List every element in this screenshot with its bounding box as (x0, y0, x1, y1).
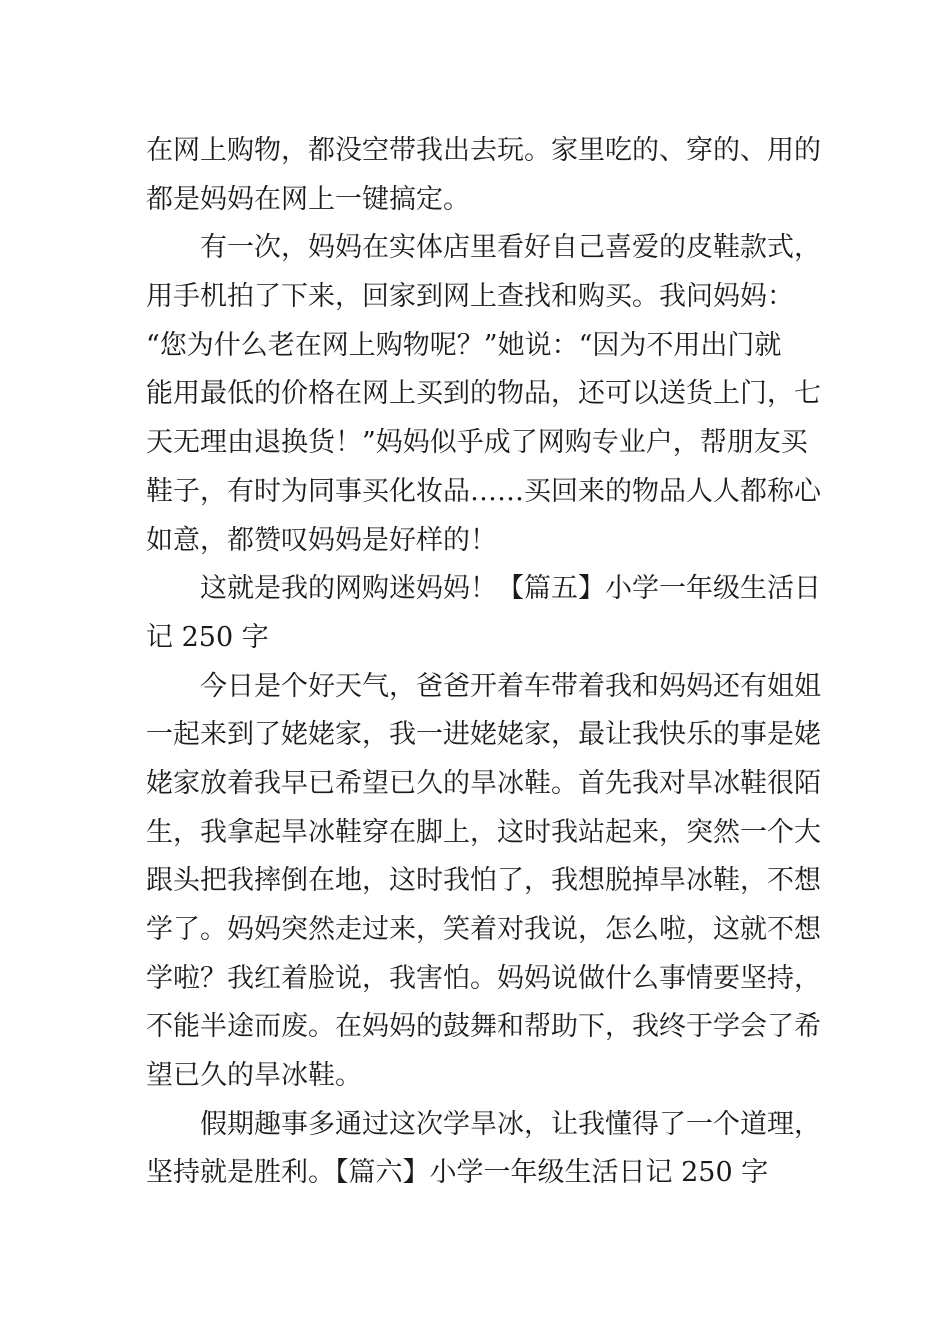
text-line: 生，我拿起旱冰鞋穿在脚上，这时我站起来，突然一个大 (146, 816, 821, 848)
text-line: 用手机拍了下来，回家到网上查找和购买。我问妈妈： (146, 281, 794, 313)
text-line: 能用最低的价格在网上买到的物品，还可以送货上门，七 (146, 378, 821, 410)
text-line: 一起来到了姥姥家，我一进姥姥家，最让我快乐的事是姥 (146, 719, 821, 751)
text-line: 坚持就是胜利。【篇六】小学一年级生活日记 250 字 (146, 1157, 769, 1189)
paragraph-start-line: 假期趣事多通过这次学旱冰，让我懂得了一个道理， (200, 1108, 821, 1140)
text-line: 记 250 字 (146, 621, 269, 653)
text-line: 学了。妈妈突然走过来，笑着对我说，怎么啦，这就不想 (146, 914, 821, 945)
text-line: 姥家放着我早已希望已久的旱冰鞋。首先我对旱冰鞋很陌 (146, 767, 821, 799)
text-line: 不能半途而废。在妈妈的鼓舞和帮助下，我终于学会了希 (146, 1011, 821, 1043)
paragraph-start-line: 这就是我的网购迷妈妈！【篇五】小学一年级生活日 (200, 573, 821, 605)
text-line: 在网上购物，都没空带我出去玩。家里吃的、穿的、用的 (146, 135, 821, 166)
document-body (146, 127, 821, 1198)
text-line: 学啦？我红着脸说，我害怕。妈妈说做什么事情要坚持， (146, 962, 821, 994)
paragraph-start-line: 有一次，妈妈在实体店里看好自己喜爱的皮鞋款式， (200, 232, 821, 264)
paragraph-start-line: 今日是个好天气，爸爸开着车带着我和妈妈还有姐姐 (200, 670, 821, 702)
text-line: 跟头把我摔倒在地，这时我怕了，我想脱掉旱冰鞋，不想 (146, 865, 821, 897)
text-line: 如意，都赞叹妈妈是好样的！ (146, 524, 497, 556)
text-line: 鞋子，有时为同事买化妆品……买回来的物品人人都称心 (146, 475, 821, 507)
text-line: 望已久的旱冰鞋。 (146, 1060, 362, 1092)
text-line: 天无理由退换货！”妈妈似乎成了网购专业户，帮朋友买 (146, 427, 808, 459)
text-line: 都是妈妈在网上一键搞定。 (146, 183, 470, 215)
text-line: “您为什么老在网上购物呢？”她说：“因为不用出门就 (146, 329, 782, 361)
